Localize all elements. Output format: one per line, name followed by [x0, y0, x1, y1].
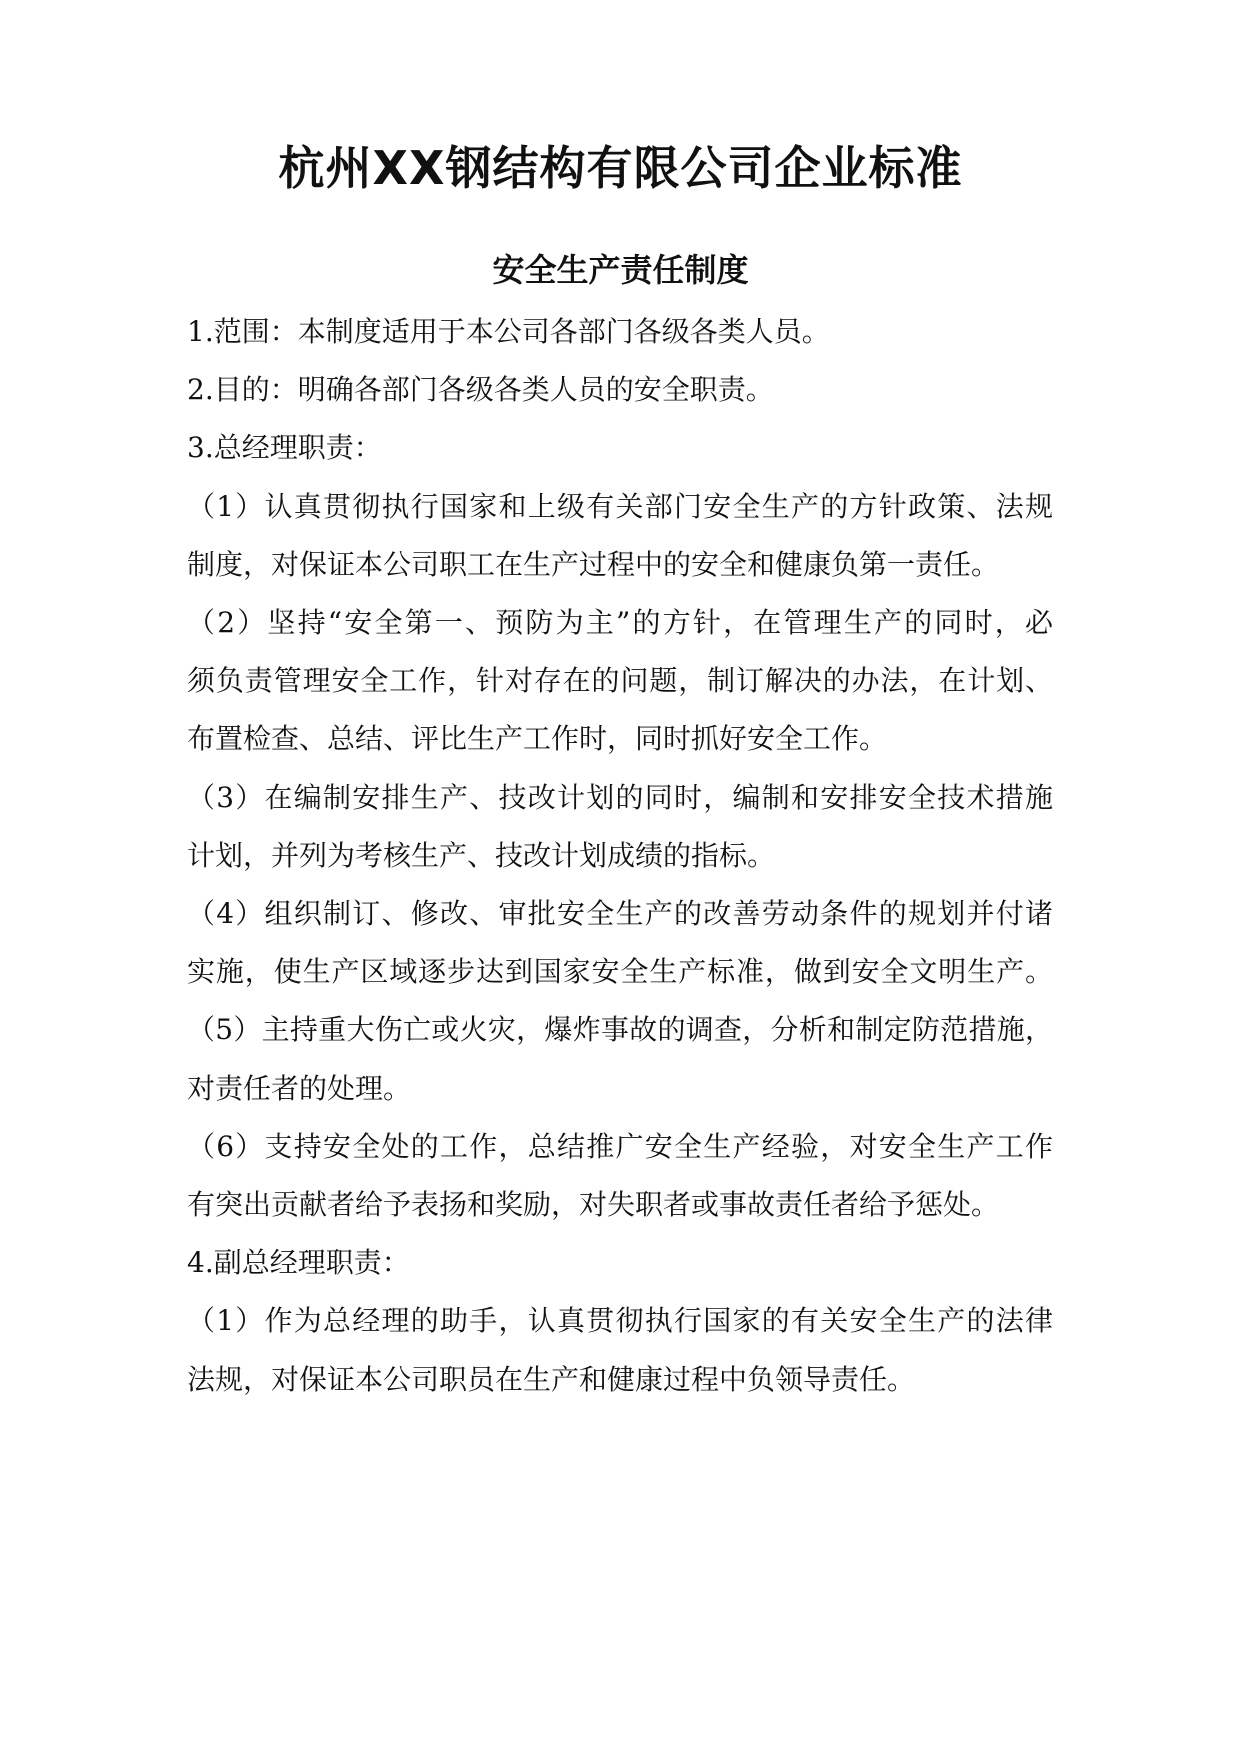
document-subtitle: 安全生产责任制度	[492, 251, 749, 289]
paragraph-line: （1）作为总经理的助手，认真贯彻执行国家的有关安全生产的法律	[187, 1304, 1053, 1337]
paragraph-line: （1）认真贯彻执行国家和上级有关部门安全生产的方针政策、法规	[187, 490, 1053, 523]
paragraph-line: 有突出贡献者给予表扬和奖励，对失职者或事故责任者给予惩处。	[187, 1188, 1000, 1221]
paragraph-line: （6）支持安全处的工作，总结推广安全生产经验，对安全生产工作	[187, 1130, 1053, 1163]
paragraph-line: 计划，并列为考核生产、技改计划成绩的指标。	[187, 839, 776, 872]
paragraph-line: （3）在编制安排生产、技改计划的同时，编制和安排安全技术措施	[187, 781, 1053, 814]
paragraph-line: 2.目的：明确各部门各级各类人员的安全职责。	[187, 373, 774, 406]
paragraph-line: 3.总经理职责：	[187, 431, 382, 464]
paragraph-line: 须负责管理安全工作，针对存在的问题，制订解决的办法，在计划、	[187, 664, 1053, 697]
paragraph-line: 布置检查、总结、评比生产工作时，同时抓好安全工作。	[187, 722, 888, 755]
paragraph-line: 实施，使生产区域逐步达到国家安全生产标准，做到安全文明生产。	[187, 955, 1053, 988]
paragraph-line: 制度，对保证本公司职工在生产过程中的安全和健康负第一责任。	[187, 548, 1000, 581]
paragraph-line: 1.范围：本制度适用于本公司各部门各级各类人员。	[187, 315, 830, 348]
paragraph-line: 4.副总经理职责：	[187, 1246, 410, 1279]
paragraph-line: （2）坚持“安全第一、预防为主”的方针，在管理生产的同时，必	[187, 606, 1053, 639]
paragraph-line: 法规，对保证本公司职员在生产和健康过程中负领导责任。	[187, 1363, 916, 1396]
paragraph-line: （4）组织制订、修改、审批安全生产的改善劳动条件的规划并付诸	[187, 897, 1053, 930]
paragraph-line: 对责任者的处理。	[187, 1072, 412, 1105]
paragraph-line: （5）主持重大伤亡或火灾，爆炸事故的调查，分析和制定防范措施，	[187, 1013, 1053, 1046]
document-title: 杭州XX钢结构有限公司企业标准	[278, 141, 963, 195]
